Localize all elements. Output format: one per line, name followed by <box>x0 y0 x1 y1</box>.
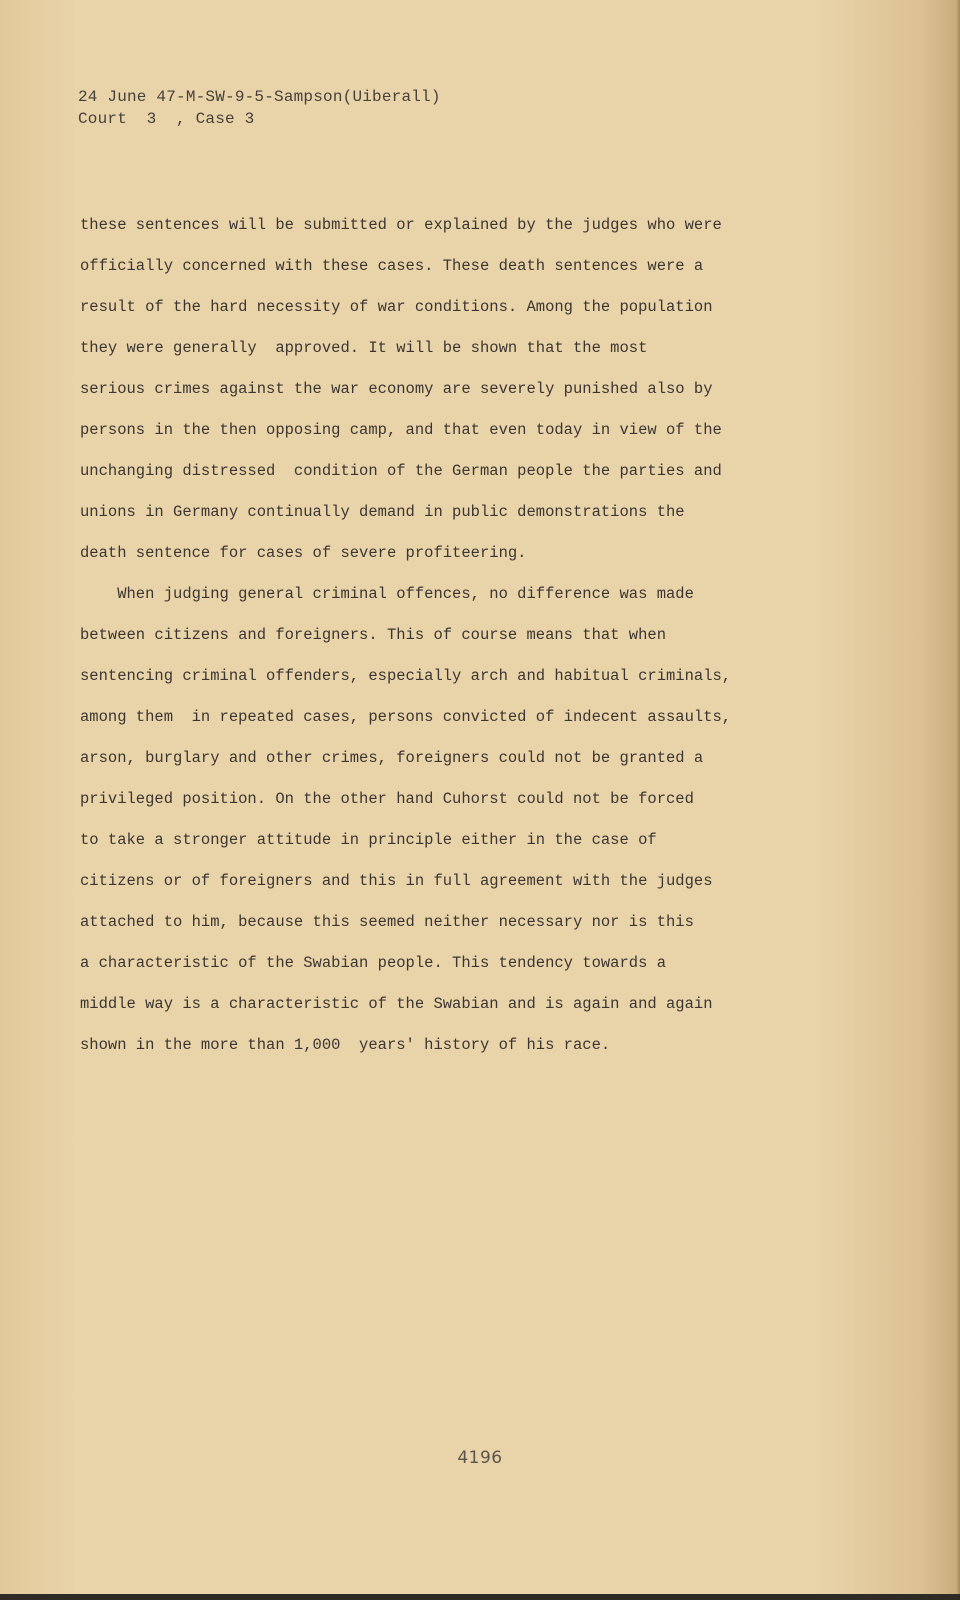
scan-bottom-border <box>0 1594 960 1600</box>
paragraph-1 <box>80 205 800 574</box>
document-header <box>78 86 441 130</box>
header-line-court-case: Court 3 , Case 3 <box>78 110 255 128</box>
text-line: unchanging distressed condition of the German people the parties and <box>80 462 722 480</box>
text-line: between citizens and foreigners. This of course means that when <box>80 626 666 644</box>
text-line: unions in Germany continually demand in public demonstrations the <box>80 503 685 521</box>
text-line: middle way is a characteristic of the Swabian and is again and again <box>80 995 713 1013</box>
text-line: arson, burglary and other crimes, foreigners could not be granted a <box>80 749 704 767</box>
text-line: result of the hard necessity of war conditions. Among the population <box>80 298 713 316</box>
page-number: 4196 <box>457 1448 503 1468</box>
text-line: attached to him, because this seemed neither necessary nor is this <box>80 913 694 931</box>
text-line: to take a stronger attitude in principle either in the case of <box>80 831 657 849</box>
paragraph-2 <box>80 574 800 1066</box>
text-line: among them in repeated cases, persons convicted of indecent assaults, <box>80 708 732 726</box>
text-line: shown in the more than 1,000 years' history of his race. <box>80 1036 611 1054</box>
text-line: citizens or of foreigners and this in full agreement with the judges <box>80 872 713 890</box>
text-line: When judging general criminal offences, no difference was made <box>80 585 694 603</box>
text-line: privileged position. On the other hand Cuhorst could not be forced <box>80 790 694 808</box>
text-line: serious crimes against the war economy are severely punished also by <box>80 380 713 398</box>
text-line: a characteristic of the Swabian people. This tendency towards a <box>80 954 666 972</box>
text-line: death sentence for cases of severe profiteering. <box>80 544 527 562</box>
text-line: persons in the then opposing camp, and that even today in view of the <box>80 421 722 439</box>
page-edge-shadow <box>956 0 960 1600</box>
text-line: they were generally approved. It will be shown that the most <box>80 339 648 357</box>
text-line: officially concerned with these cases. These death sentences were a <box>80 257 704 275</box>
text-line: sentencing criminal offenders, especially arch and habitual criminals, <box>80 667 732 685</box>
header-line-date-reference: 24 June 47-M-SW-9-5-Sampson(Uiberall) <box>78 88 441 106</box>
text-line: these sentences will be submitted or explained by the judges who were <box>80 216 722 234</box>
document-body <box>80 205 800 1066</box>
